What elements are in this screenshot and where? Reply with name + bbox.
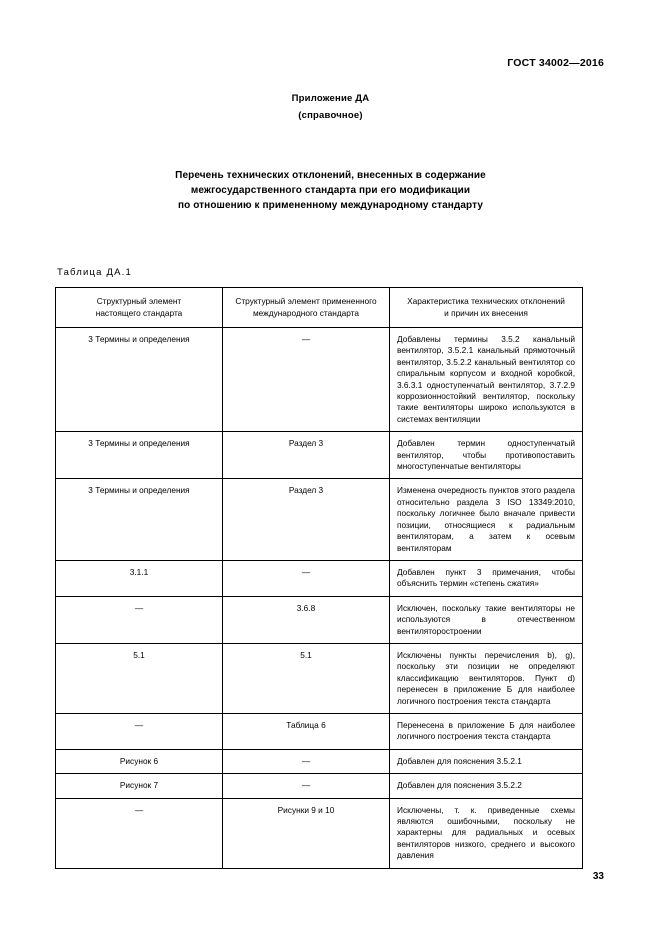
- cell-deviation-description: Добавлен пункт 3 примечания, чтобы объяснить термин «степень сжатия»: [390, 560, 583, 596]
- cell-element-national: —: [56, 713, 223, 749]
- deviations-table: [55, 287, 583, 869]
- table-row: [56, 798, 583, 868]
- table-caption: Таблица ДА.1: [57, 267, 132, 278]
- cell-element-national: —: [56, 798, 223, 868]
- cell-element-national: 5.1: [56, 643, 223, 713]
- cell-element-national: 3 Термины и определения: [56, 432, 223, 479]
- column-header-3-line-1: Характеристика технических отклонений: [407, 296, 565, 306]
- column-header-1-line-2: настоящего стандарта: [95, 307, 183, 318]
- column-header-1-line-1: Структурный элемент: [96, 296, 182, 306]
- appendix-title: Приложение ДА: [291, 93, 370, 104]
- page-title: [55, 168, 606, 213]
- cell-element-international: —: [223, 560, 390, 596]
- table-header-row: [56, 288, 583, 328]
- appendix-subtitle: (справочное): [298, 110, 363, 121]
- cell-element-national: 3.1.1: [56, 560, 223, 596]
- page-title-line-3: по отношению к примененному международному стандарту: [178, 200, 483, 211]
- column-header-2: [223, 288, 390, 328]
- cell-element-international: Рисунки 9 и 10: [223, 798, 390, 868]
- cell-deviation-description: Изменена очередность пунктов этого раздела относительно раздела 3 ISO 13349:2010, поскольку логичнее было вначале привести позиции, относящиеся к радиальным вентиляторам, а затем к осевым вентиляторам: [390, 479, 583, 560]
- column-header-3-line-2: и причин их внесения: [444, 307, 528, 318]
- cell-deviation-description: Исключен, поскольку такие вентиляторы не используются в отечественном вентиляторостроении: [390, 596, 583, 643]
- table-row: [56, 774, 583, 798]
- cell-deviation-description: Добавлен термин одноступенчатый вентилятор, чтобы противопоставить многоступенчатые вентиляторы: [390, 432, 583, 479]
- table-row: [56, 432, 583, 479]
- cell-deviation-description: Добавлен для пояснения 3.5.2.2: [390, 774, 583, 798]
- cell-element-international: —: [223, 774, 390, 798]
- table-row: [56, 713, 583, 749]
- cell-element-national: 3 Термины и определения: [56, 328, 223, 432]
- cell-deviation-description: Добавлены термины 3.5.2 канальный вентилятор, 3.5.2.1 канальный прямоточный вентилятор, 3.5.2.2 канальный вентилятор со спиральным корпусом и входной коробкой, 3.6.3.1 одноступенчатый вентилятор, 3.7.2.9 коррозионностойкий вентилятор, поскольку такие вентиляторы широко используются в системах вентиляции: [390, 328, 583, 432]
- cell-element-international: 5.1: [223, 643, 390, 713]
- cell-element-national: 3 Термины и определения: [56, 479, 223, 560]
- cell-deviation-description: Исключены, т. к. приведенные схемы являются ошибочными, поскольку не характерны для радиальных и осевых вентиляторов низкого, среднего и высокого давления: [390, 798, 583, 868]
- page-title-line-2: межгосударственного стандарта при его модификации: [190, 185, 471, 196]
- page-number: 33: [592, 871, 604, 882]
- table-row: [56, 479, 583, 560]
- cell-element-international: Раздел 3: [223, 479, 390, 560]
- cell-element-international: 3.6.8: [223, 596, 390, 643]
- cell-element-national: —: [56, 596, 223, 643]
- table-row: [56, 328, 583, 432]
- cell-element-international: Таблица 6: [223, 713, 390, 749]
- table-row: [56, 643, 583, 713]
- column-header-3: [390, 288, 583, 328]
- cell-element-international: —: [223, 749, 390, 773]
- column-header-1: [56, 288, 223, 328]
- table-row: [56, 596, 583, 643]
- cell-element-international: —: [223, 328, 390, 432]
- standard-designation: ГОСТ 34002—2016: [507, 57, 604, 69]
- column-header-2-line-2: международного стандарта: [252, 307, 360, 318]
- cell-deviation-description: Добавлен для пояснения 3.5.2.1: [390, 749, 583, 773]
- table-row: [56, 749, 583, 773]
- table-row: [56, 560, 583, 596]
- cell-element-international: Раздел 3: [223, 432, 390, 479]
- cell-deviation-description: Перенесена в приложение Б для наиболее логичного построения текста стандарта: [390, 713, 583, 749]
- cell-element-national: Рисунок 7: [56, 774, 223, 798]
- cell-element-national: Рисунок 6: [56, 749, 223, 773]
- cell-deviation-description: Исключены пункты перечисления b), g), поскольку эти позиции не определяют классификацию вентиляторов. Пункт d) перенесен в приложение Б для наиболее логичного построения текста стандарта: [390, 643, 583, 713]
- page-title-line-1: Перечень технических отклонений, внесенных в содержание: [175, 170, 486, 181]
- column-header-2-line-1: Структурный элемент примененного: [235, 296, 377, 306]
